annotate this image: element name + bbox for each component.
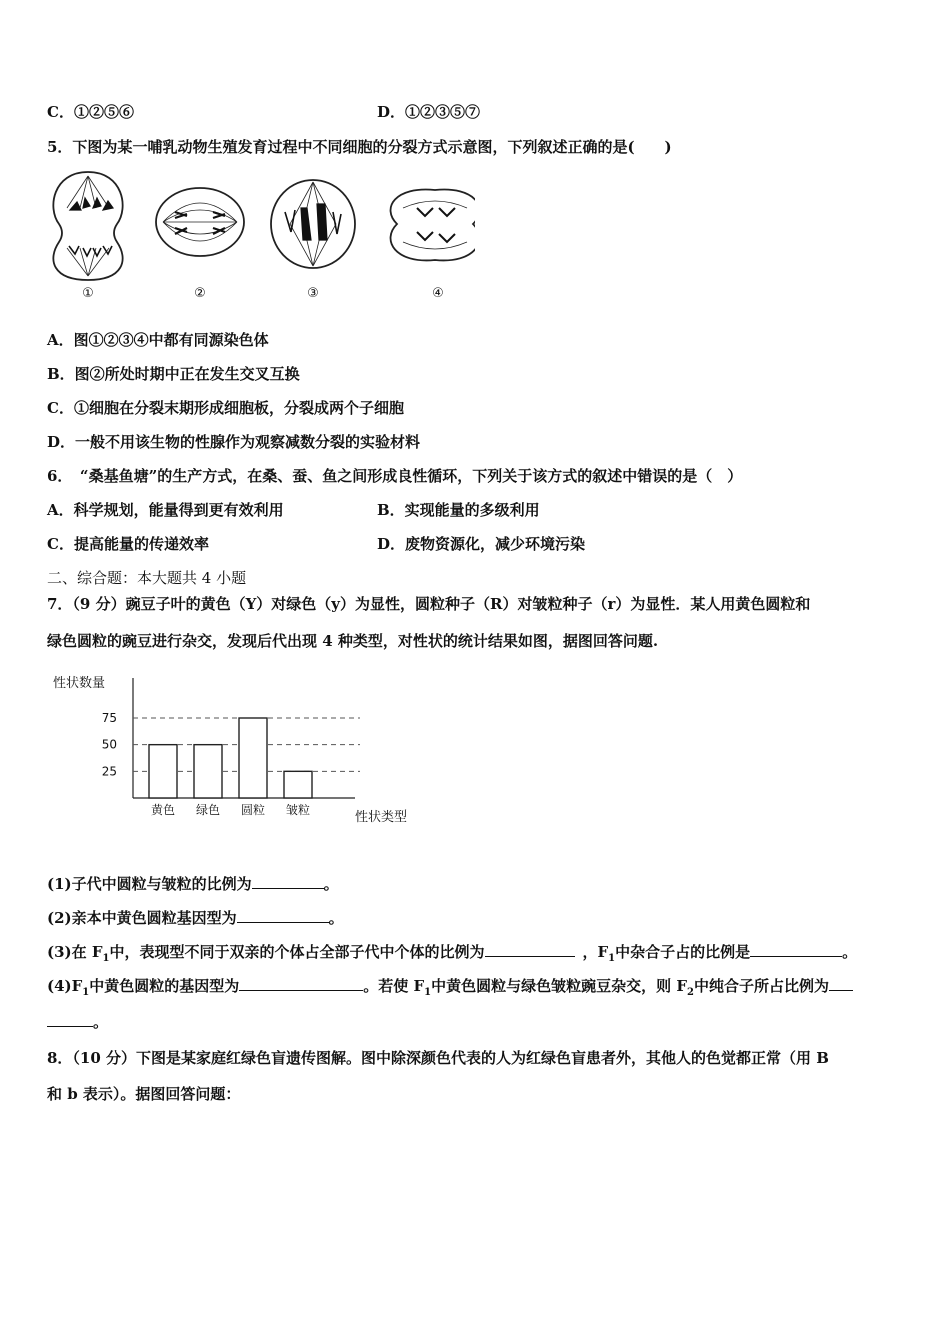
cell-1-chromosomes: [70, 198, 113, 210]
q7-sub-3: [47, 942, 857, 969]
cell-division-figure: [45, 168, 475, 306]
q6-stem: 6． “桑基鱼塘”的生产方式，在桑、蚕、鱼之间形成良性循环，下列关于该方式的叙述中错误的是（ ）: [47, 467, 743, 485]
cell-3-chromosomes: [301, 204, 327, 240]
q7-sub-3-part-a: (3)在 F: [47, 943, 103, 961]
answer-blank-1[interactable]: [252, 874, 324, 889]
q7-sub-1-period: 。: [323, 875, 339, 893]
answer-blank-3a[interactable]: [485, 942, 575, 957]
section-heading: 二、综合题：本大题共 4 小题: [47, 569, 247, 587]
q5-option-a: A．图①②③④中都有同源染色体: [47, 331, 269, 349]
x-tick-label-黄色: 黄色: [150, 803, 176, 817]
q7-sub-4-part-d: 中黄色圆粒与绿色皱粒豌豆杂交，则 F: [431, 977, 687, 995]
q6-option-a: A．科学规划，能量得到更有效利用: [47, 501, 284, 519]
answer-blank-3b[interactable]: [750, 942, 842, 957]
q5-option-b: B．图②所处时期中正在发生交叉互换: [47, 365, 300, 383]
cell-1-spindle: [67, 176, 109, 276]
q7-sub-1: [47, 874, 339, 894]
cell-label-3: ③: [307, 286, 319, 301]
q7-sub-4: [47, 976, 853, 1003]
cell-1-chromosomes-lower: [69, 246, 112, 256]
q7-sub-4-part-c: 。若使 F: [363, 977, 425, 995]
cell-3-spindle: [290, 182, 336, 266]
q7-sub-3-part-c: ，F: [582, 943, 609, 961]
q7-sub-4-part-a: (4)F: [47, 977, 83, 995]
q7-sub-4-part-b: 中黄色圆粒的基因型为: [89, 977, 240, 995]
q7-sub-2-text: (2)亲本中黄色圆粒基因型为: [47, 909, 237, 927]
q7-sub-4-continued: [47, 1012, 108, 1032]
q6-option-c: C．提高能量的传递效率: [47, 535, 209, 553]
q6-option-d: D．废物资源化，减少环境污染: [377, 535, 586, 553]
cell-4-spindle: [403, 201, 467, 249]
q6-option-b: B．实现能量的多级利用: [377, 501, 540, 519]
answer-blank-4b[interactable]: [829, 976, 853, 991]
x-tick-label-绿色: 绿色: [195, 803, 221, 817]
q4-option-c: C．①②⑤⑥: [47, 103, 134, 121]
cell-3-membrane: [271, 180, 355, 268]
q7-sub-2: [47, 908, 344, 928]
y-tick-label-50: 50: [101, 737, 117, 752]
subscript-1: 1: [82, 987, 90, 998]
bar-绿色: [194, 745, 222, 798]
q8-stem-line-1: 8．（10 分）下图是某家庭红绿色盲遗传图解。图中除深颜色代表的人为红绿色盲患者外，其他人的色觉都正常（用 B: [47, 1049, 829, 1067]
q7-sub-4-period: 。: [93, 1013, 109, 1031]
q7-stem-line-2: 绿色圆粒的豌豆进行杂交，发现后代出现 4 种类型，对性状的统计结果如图，据图回答问题.: [47, 632, 659, 650]
q7-sub-4-part-e: 中纯合子所占比例为: [693, 977, 829, 995]
q6-options-row-1: [47, 500, 540, 520]
y-axis-label: 性状数量: [53, 676, 106, 691]
answer-blank-4a[interactable]: [239, 976, 363, 991]
q4-option-d: D．①②③⑤⑦: [377, 103, 481, 121]
q4-options-row: [47, 102, 480, 122]
q7-sub-3-part-d: 中杂合子占的比例是: [615, 943, 751, 961]
cell-1-membrane: [53, 172, 122, 280]
cell-label-1: ①: [82, 286, 94, 301]
cell-label-4: ④: [432, 286, 444, 301]
y-tick-label-25: 25: [101, 764, 117, 779]
x-tick-label-皱粒: 皱粒: [285, 803, 311, 817]
subscript-1: 1: [424, 987, 432, 998]
cell-4-membrane: [391, 190, 475, 261]
bar-皱粒: [284, 771, 312, 798]
answer-blank-4b-continued[interactable]: [47, 1012, 93, 1027]
subscript-2: 2: [686, 987, 694, 998]
answer-blank-2[interactable]: [237, 908, 329, 923]
q5-option-c: C．①细胞在分裂末期形成细胞板，分裂成两个子细胞: [47, 399, 404, 417]
subscript-1: 1: [102, 953, 110, 964]
q7-stem-line-1: 7．（9 分）豌豆子叶的黄色（Y）对绿色（y）为显性，圆粒种子（R）对皱粒种子（r）为显性．某人用黄色圆粒和: [47, 595, 811, 613]
cell-4-chromosomes: [417, 208, 455, 242]
q7-sub-2-period: 。: [328, 909, 344, 927]
q7-sub-1-text: (1)子代中圆粒与皱粒的比例为: [47, 875, 252, 893]
q8-stem-line-2: 和 b 表示）。据图回答问题：: [47, 1085, 241, 1103]
cell-2-chromosomes: [175, 212, 225, 234]
y-tick-label-75: 75: [101, 711, 117, 725]
bar-黄色: [149, 745, 177, 798]
bar-圆粒: [239, 718, 267, 798]
cell-label-2: ②: [194, 286, 206, 301]
q6-options-row-2: [47, 534, 585, 554]
cell-2-spindle: [163, 203, 237, 241]
q5-stem: 5．下图为某一哺乳动物生殖发育过程中不同细胞的分裂方式示意图，下列叙述正确的是( ): [47, 138, 672, 156]
q5-option-d: D．一般不用该生物的性腺作为观察减数分裂的实验材料: [47, 433, 421, 451]
subscript-1: 1: [608, 953, 616, 964]
trait-bar-chart: [45, 668, 425, 833]
x-axis-label: 性状类型: [355, 810, 408, 825]
q7-sub-3-part-b: 中，表现型不同于双亲的个体占全部子代中个体的比例为: [109, 943, 485, 961]
q7-sub-3-period: 。: [842, 943, 858, 961]
x-tick-label-圆粒: 圆粒: [240, 803, 266, 817]
